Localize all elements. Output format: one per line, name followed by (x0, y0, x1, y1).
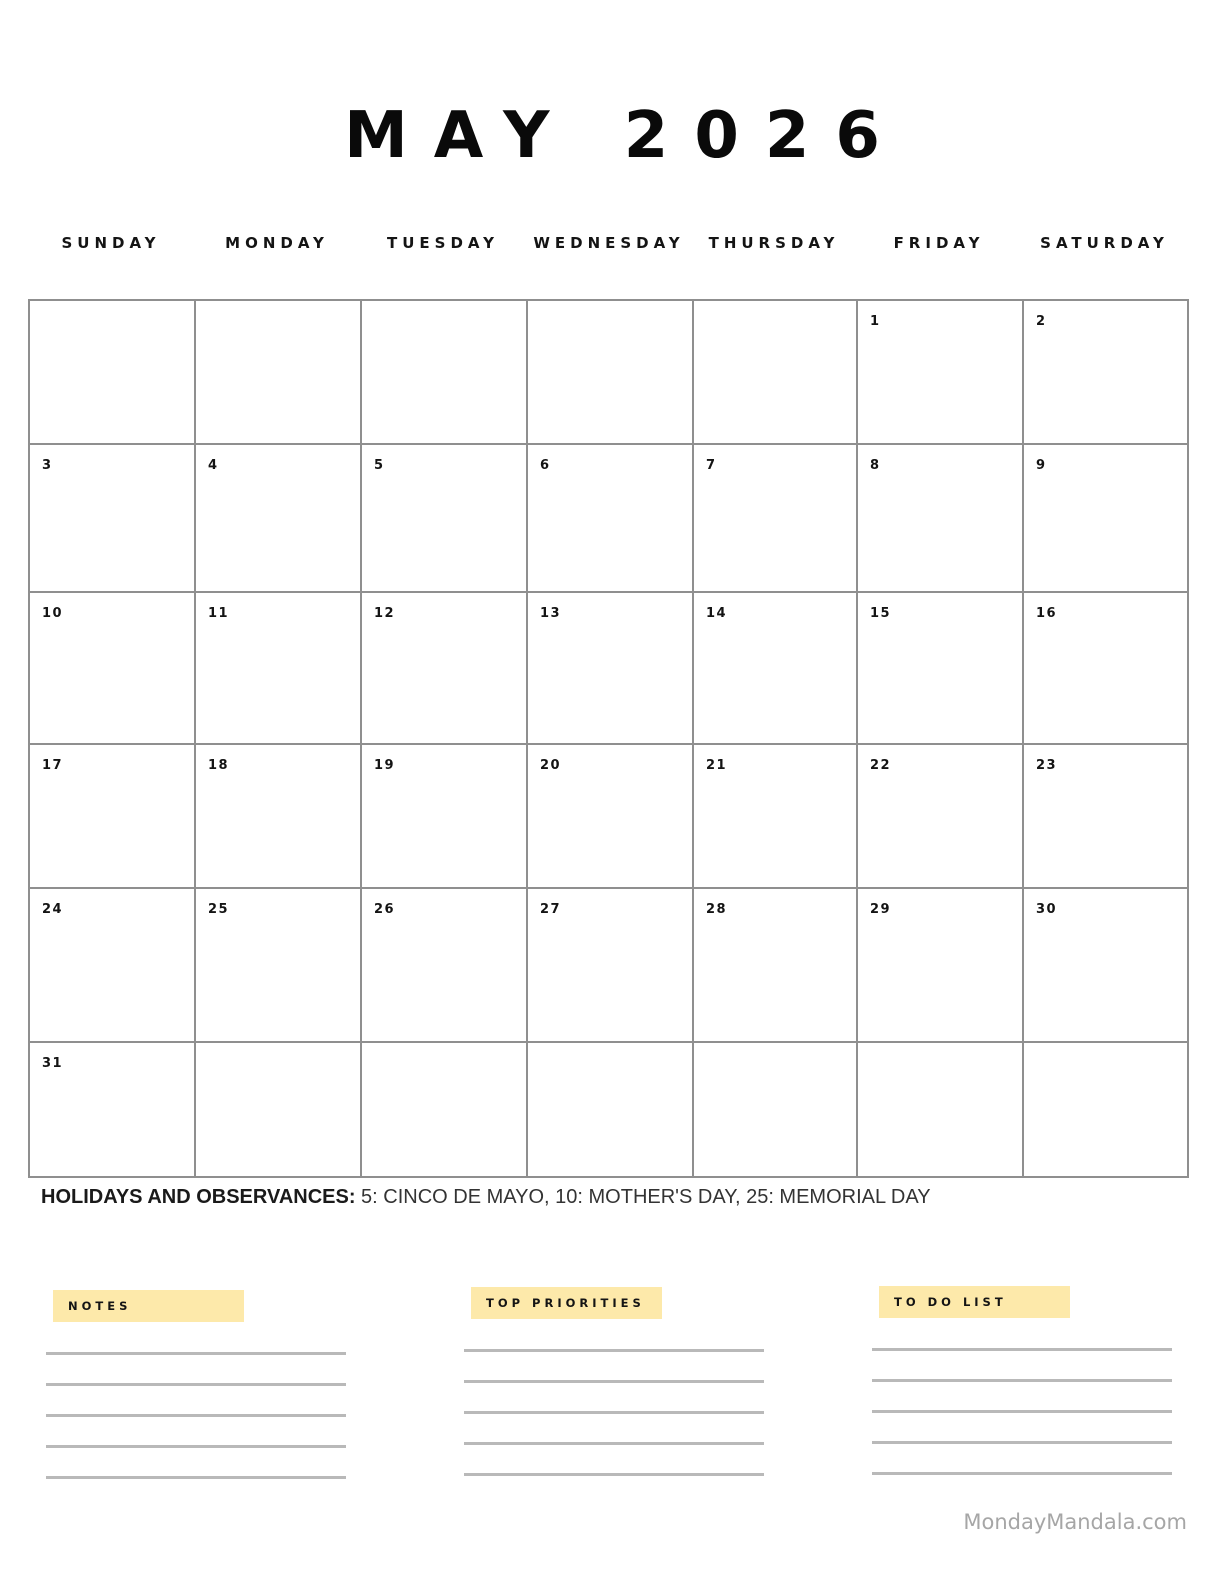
day-number: 29 (870, 902, 892, 917)
day-cell[interactable] (1024, 593, 1187, 743)
write-line[interactable] (464, 1380, 764, 1383)
watermark: MondayMandala.com (963, 1510, 1187, 1534)
write-line[interactable] (46, 1445, 346, 1448)
day-cell[interactable] (362, 745, 526, 887)
day-cell[interactable] (362, 889, 526, 1041)
weekday-sunday: SUNDAY (61, 234, 161, 252)
write-line[interactable] (872, 1410, 1172, 1413)
weekday-tuesday: TUESDAY (387, 234, 499, 252)
day-cell[interactable] (694, 1043, 856, 1176)
day-cell[interactable] (528, 593, 692, 743)
day-cell[interactable] (858, 1043, 1022, 1176)
day-number: 5 (374, 458, 385, 473)
day-number: 20 (540, 758, 562, 773)
day-cell[interactable] (196, 745, 360, 887)
day-number: 15 (870, 606, 892, 621)
todo-tag (879, 1286, 1070, 1318)
day-number: 7 (706, 458, 717, 473)
notes-tag (53, 1290, 244, 1322)
day-cell[interactable] (196, 889, 360, 1041)
day-cell[interactable] (528, 745, 692, 887)
day-cell[interactable] (1024, 301, 1187, 443)
day-number: 14 (706, 606, 728, 621)
write-line[interactable] (872, 1379, 1172, 1382)
write-line[interactable] (872, 1348, 1172, 1351)
day-number: 28 (706, 902, 728, 917)
day-cell[interactable] (694, 593, 856, 743)
write-line[interactable] (464, 1349, 764, 1352)
day-cell[interactable] (858, 593, 1022, 743)
day-cell[interactable] (858, 745, 1022, 887)
day-cell[interactable] (858, 445, 1022, 591)
day-cell[interactable] (1024, 1043, 1187, 1176)
write-line[interactable] (872, 1472, 1172, 1475)
day-cell[interactable] (196, 301, 360, 443)
write-line[interactable] (46, 1352, 346, 1355)
day-cell[interactable] (196, 445, 360, 591)
weekday-wednesday: WEDNESDAY (533, 234, 685, 252)
write-line[interactable] (46, 1476, 346, 1479)
day-number: 10 (42, 606, 64, 621)
day-number: 9 (1036, 458, 1047, 473)
day-number: 27 (540, 902, 562, 917)
day-cell[interactable] (1024, 445, 1187, 591)
day-number: 3 (42, 458, 53, 473)
day-cell[interactable] (858, 301, 1022, 443)
day-cell[interactable] (694, 301, 856, 443)
day-cell[interactable] (362, 593, 526, 743)
day-number: 26 (374, 902, 396, 917)
day-cell[interactable] (196, 1043, 360, 1176)
grid-col-line (1187, 299, 1189, 1178)
day-cell[interactable] (30, 301, 194, 443)
day-cell[interactable] (362, 1043, 526, 1176)
day-cell[interactable] (196, 593, 360, 743)
day-cell[interactable] (30, 593, 194, 743)
day-cell[interactable] (362, 445, 526, 591)
day-number: 19 (374, 758, 396, 773)
day-number: 21 (706, 758, 728, 773)
holidays-text: 5: CINCO DE MAYO, 10: MOTHER'S DAY, 25: MEMORIAL DAY (355, 1186, 931, 1208)
day-number: 11 (208, 606, 230, 621)
day-number: 2 (1036, 314, 1047, 329)
day-cell[interactable] (30, 745, 194, 887)
day-cell[interactable] (362, 301, 526, 443)
day-cell[interactable] (528, 1043, 692, 1176)
day-cell[interactable] (1024, 889, 1187, 1041)
day-number: 4 (208, 458, 219, 473)
write-line[interactable] (464, 1442, 764, 1445)
write-line[interactable] (46, 1414, 346, 1417)
grid-row-line (28, 1176, 1189, 1178)
day-cell[interactable] (1024, 745, 1187, 887)
day-cell[interactable] (858, 889, 1022, 1041)
day-number: 8 (870, 458, 881, 473)
day-number: 17 (42, 758, 64, 773)
day-number: 24 (42, 902, 64, 917)
day-cell[interactable] (694, 445, 856, 591)
day-cell[interactable] (528, 445, 692, 591)
weekday-saturday: SATURDAY (1040, 234, 1169, 252)
day-cell[interactable] (694, 745, 856, 887)
priorities-heading: TOP PRIORITIES (486, 1296, 645, 1310)
write-line[interactable] (872, 1441, 1172, 1444)
day-cell[interactable] (30, 889, 194, 1041)
priorities-tag (471, 1287, 662, 1319)
day-number: 16 (1036, 606, 1058, 621)
day-number: 6 (540, 458, 551, 473)
holidays-line (41, 1186, 931, 1209)
weekday-thursday: THURSDAY (708, 234, 840, 252)
day-cell[interactable] (30, 1043, 194, 1176)
todo-heading: TO DO LIST (894, 1295, 1007, 1309)
day-cell[interactable] (30, 445, 194, 591)
day-number: 30 (1036, 902, 1058, 917)
day-number: 12 (374, 606, 396, 621)
day-number: 22 (870, 758, 892, 773)
day-number: 13 (540, 606, 562, 621)
day-number: 23 (1036, 758, 1058, 773)
day-number: 1 (870, 314, 881, 329)
day-number: 18 (208, 758, 230, 773)
day-number: 31 (42, 1056, 64, 1071)
day-cell[interactable] (694, 889, 856, 1041)
notes-heading: NOTES (68, 1299, 132, 1313)
day-number: 25 (208, 902, 230, 917)
calendar-title: MAY 2026 (344, 99, 906, 173)
day-cell[interactable] (528, 301, 692, 443)
holidays-label: HOLIDAYS AND OBSERVANCES: (41, 1186, 356, 1208)
weekday-monday: MONDAY (225, 234, 329, 252)
write-line[interactable] (464, 1411, 764, 1414)
weekday-friday: FRIDAY (893, 234, 985, 252)
write-line[interactable] (464, 1473, 764, 1476)
write-line[interactable] (46, 1383, 346, 1386)
day-cell[interactable] (528, 889, 692, 1041)
